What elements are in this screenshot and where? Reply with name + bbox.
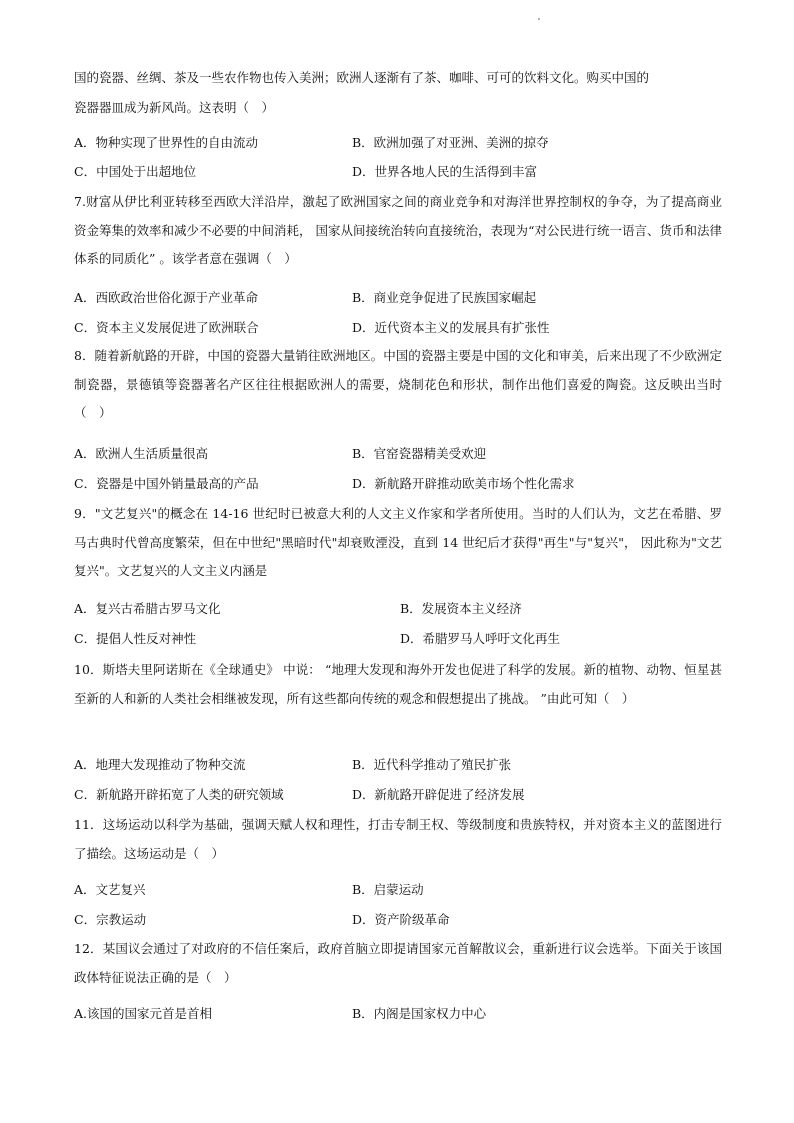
option-b: B．官窑瓷器精美受欢迎 (352, 446, 487, 461)
scan-dot (538, 18, 540, 20)
question-stem: 10．斯塔夫里阿诺斯在《全球通史》 中说： “地理大发现和海外开发也促进了科学的发展。新的植物、动物、恒星甚至新的人和新的人类社会相继被发现，所有这些都向传统的观念和假想提出了挑战。 ”由此可知（ ） (74, 662, 722, 706)
option-c: C．资本主义发展促进了欧洲联合 (74, 320, 259, 335)
option-b: B．启蒙运动 (352, 882, 424, 897)
option-b: B．商业竞争促进了民族国家崛起 (352, 290, 537, 305)
question-stem: 11．这场运动以科学为基础，强调天赋人权和理性，打击专制王权、等级制度和贵族特权，并对资本主义的蓝图进行了描绘。这场运动是（ ） (74, 817, 722, 861)
option-a: A．欧洲人生活质量很高 (74, 446, 209, 461)
question-stem: 7.财富从伊比利亚转移至西欧大洋沿岸，激起了欧洲国家之间的商业竞争和对海洋世界控制权的争夺，为了提高商业资金筹集的效率和减少不必要的中间消耗， 国家从间接统治转向直接统治，表现为“对公民进行统一语言、货币和法律体系的同质化” 。该学者意在强调（ ） (74, 194, 722, 266)
question-stem: 9．"文艺复兴"的概念在 14-16 世纪时已被意大利的人文主义作家和学者所使用。当时的人们认为，文艺在希腊、罗马古典时代曾高度繁荣，但在中世纪"黑暗时代"却衰败湮没，直到 14 世纪后才获得"再生"与"复兴"， 因此称为"文艺复兴"。文艺复兴的人文主义内涵是 (74, 506, 722, 578)
option-a: A．文艺复兴 (74, 882, 146, 897)
option-a: A.该国的国家元首是首相 (74, 1006, 213, 1021)
option-c: C．提倡人性反对神性 (74, 631, 197, 646)
option-d: D．世界各地人民的生活得到丰富 (352, 164, 538, 179)
option-c: C．中国处于出超地位 (74, 164, 197, 179)
option-b: B．近代科学推动了殖民扩张 (352, 757, 512, 772)
intro-line-2: 瓷器器皿成为新风尚。这表明（ ） (74, 100, 275, 115)
option-a: A．物种实现了世界性的自由流动 (74, 135, 259, 150)
option-c: C．新航路开辟拓宽了人类的研究领域 (74, 787, 284, 802)
option-b: B．欧洲加强了对亚洲、美洲的掠夺 (352, 135, 549, 150)
intro-line-1: 国的瓷器、丝绸、茶及一些农作物也传入美洲；欧洲人逐渐有了茶、咖啡、可可的饮料文化。购买中国的 (74, 70, 650, 85)
option-b: B．发展资本主义经济 (400, 601, 522, 616)
option-a: A．地理大发现推动了物种交流 (74, 757, 246, 772)
question-stem: 12．某国议会通过了对政府的不信任案后，政府首脑立即提请国家元首解散议会，重新进行议会选举。下面关于该国政体特征说法正确的是（ ） (74, 941, 722, 985)
option-d: D．新航路开辟推动欧美市场个性化需求 (352, 476, 575, 491)
option-a: A．复兴古希腊古罗马文化 (74, 601, 221, 616)
option-d: D．希腊罗马人呼吁文化再生 (400, 631, 561, 646)
option-d: D．新航路开辟促进了经济发展 (352, 787, 525, 802)
option-c: C．宗教运动 (74, 912, 147, 927)
question-stem: 8．随着新航路的开辟，中国的瓷器大量销往欧洲地区。中国的瓷器主要是中国的文化和审美，后来出现了不少欧洲定制瓷器，景德镇等瓷器著名产区往往根据欧洲人的需要，烧制花色和形状，制作出他们喜爱的陶瓷。这反映出当时（ ） (74, 348, 722, 420)
option-b: B．内阁是国家权力中心 (352, 1006, 487, 1021)
option-a: A．西欧政治世俗化源于产业革命 (74, 290, 259, 305)
option-d: D．近代资本主义的发展具有扩张性 (352, 320, 550, 335)
option-d: D．资产阶级革命 (352, 912, 450, 927)
option-c: C．瓷器是中国外销量最高的产品 (74, 476, 259, 491)
